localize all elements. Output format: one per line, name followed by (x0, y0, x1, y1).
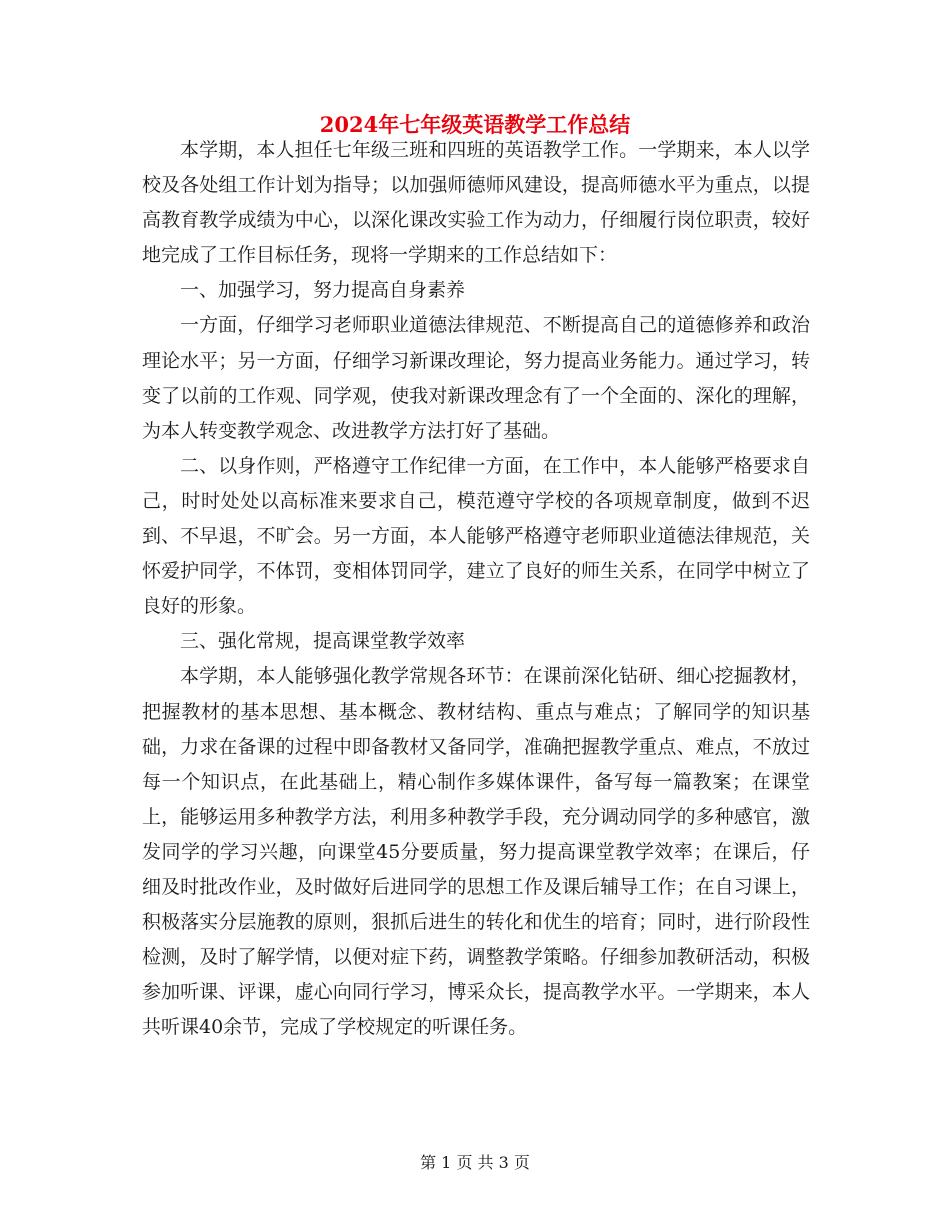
paragraph-section-3: 本学期，本人能够强化教学常规各环节：在课前深化钻研、细心挖掘教材，把握教材的基本思想、基本概念、教材结构、重点与难点；了解同学的知识基础，力求在备课的过程中即备教材又备同学，准确把握教学重点、难点，不放过每一个知识点，在此基础上，精心制作多媒体课件，备写每一篇教案；在课堂上，能够运用多种教学方法，利用多种教学手段，充分调动同学的多种感官，激发同学的学习兴趣，向课堂45分要质量，努力提高课堂教学效率；在课后，仔细及时批改作业，及时做好后进同学的思想工作及课后辅导工作；在自习课上，积极落实分层施教的原则，狠抓后进生的转化和优生的培育；同时，进行阶段性检测，及时了解学情，以便对症下药，调整教学策略。仔细参加教研活动，积极参加听课、评课，虚心向同行学习，博采众长，提高教学水平。一学期来，本人共听课40余节，完成了学校规定的听课任务。 (142, 665, 810, 1039)
document-body (142, 133, 810, 1045)
document-title: 2024年七年级英语教学工作总结 (319, 112, 631, 137)
section-heading-1: 一、加强学习，努力提高自身素养 (180, 279, 466, 302)
page-number-footer: 第 1 页 共 3 页 (420, 1153, 530, 1172)
section-heading-3: 三、强化常规，提高课堂教学效率 (180, 630, 466, 653)
paragraph-section-2: 二、以身作则，严格遵守工作纪律一方面，在工作中，本人能够严格要求自己，时时处处以高标准来要求自己，模范遵守学校的各项规章制度，做到不迟到、不早退，不旷会。另一方面，本人能够严格遵守老师职业道德法律规范，关怀爱护同学，不体罚，变相体罚同学，建立了良好的师生关系，在同学中树立了良好的形象。 (142, 454, 810, 618)
paragraph-intro: 本学期，本人担任七年级三班和四班的英语教学工作。一学期来，本人以学校及各处组工作计划为指导；以加强师德师风建设，提高师德水平为重点，以提高教育教学成绩为中心，以深化课改实验工作为动力，仔细履行岗位职责，较好地完成了工作目标任务，现将一学期来的工作总结如下： (142, 139, 810, 267)
paragraph-section-1: 一方面，仔细学习老师职业道德法律规范、不断提高自己的道德修养和政治理论水平；另一方面，仔细学习新课改理论，努力提高业务能力。通过学习，转变了以前的工作观、同学观，使我对新课改理念有了一个全面的、深化的理解，为本人转变教学观念、改进教学方法打好了基础。 (142, 314, 810, 442)
